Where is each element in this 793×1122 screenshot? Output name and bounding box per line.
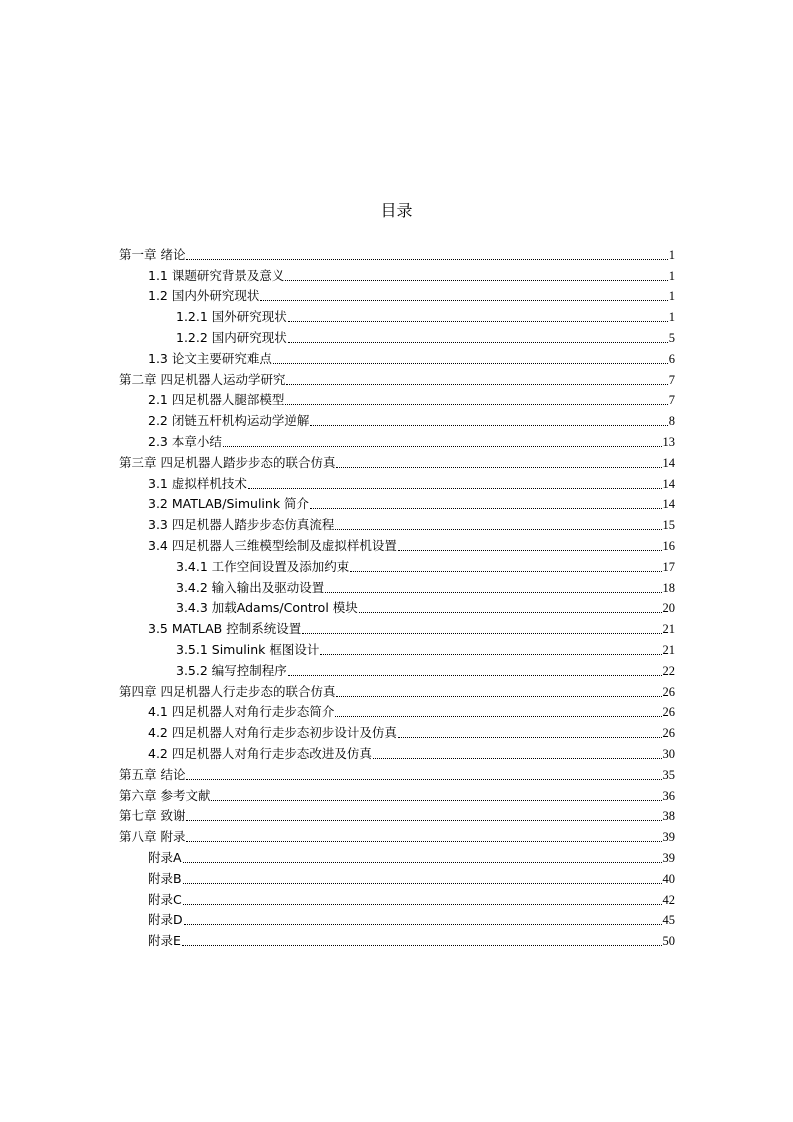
toc-entry-label: 第五章 结论 (119, 766, 186, 782)
toc-entry-label: 1.2.1 国外研究现状 (176, 309, 287, 325)
toc-dot-leader (310, 508, 661, 509)
toc-entry-page-number: 14 (662, 455, 675, 470)
toc-entry-label: 第三章 四足机器人踏步步态的联合仿真 (119, 454, 336, 470)
toc-entry-label: 1.3 论文主要研究难点 (148, 350, 272, 366)
toc-entry[interactable] (119, 408, 675, 429)
toc-entry-label: 3.1 虚拟样机技术 (148, 475, 247, 491)
toc-entry-label: 4.1 四足机器人对角行走步态简介 (148, 704, 335, 720)
toc-dot-leader (183, 862, 662, 863)
toc-dot-leader (186, 820, 661, 821)
toc-entry[interactable] (119, 679, 675, 700)
toc-entry[interactable] (119, 804, 675, 825)
toc-entry-label: 3.5.2 编写控制程序 (176, 662, 287, 678)
toc-entry[interactable] (119, 824, 675, 845)
toc-entry[interactable] (119, 492, 675, 513)
toc-entry[interactable] (119, 263, 675, 284)
toc-dot-leader (211, 800, 661, 801)
toc-entry-label: 3.4.3 加载Adams/Control 模块 (176, 600, 358, 616)
toc-entry[interactable] (119, 450, 675, 471)
toc-entry-label: 3.4.2 输入输出及驱动设置 (176, 579, 325, 595)
toc-entry-page-number: 30 (662, 746, 675, 761)
toc-entry-label: 附录C (148, 891, 182, 907)
toc-entry-label: 3.2 MATLAB/Simulink 简介 (148, 496, 310, 512)
toc-dot-leader (302, 633, 661, 634)
toc-entry-page-number: 8 (668, 414, 675, 429)
toc-entry[interactable] (119, 471, 675, 492)
table-of-contents (119, 242, 675, 949)
toc-entry-page-number: 14 (662, 476, 675, 491)
toc-entry-label: 第二章 四足机器人运动学研究 (119, 371, 286, 387)
toc-entry-page-number: 17 (662, 559, 675, 574)
toc-entry[interactable] (119, 658, 675, 679)
toc-dot-leader (186, 259, 667, 260)
toc-entry[interactable] (119, 741, 675, 762)
toc-entry-page-number: 26 (662, 684, 675, 699)
toc-entry[interactable] (119, 783, 675, 804)
toc-entry[interactable] (119, 616, 675, 637)
toc-dot-leader (183, 904, 662, 905)
toc-entry-page-number: 15 (662, 518, 675, 533)
toc-entry[interactable] (119, 304, 675, 325)
toc-entry-page-number: 35 (662, 767, 675, 782)
toc-entry[interactable] (119, 928, 675, 949)
toc-entry-page-number: 1 (668, 268, 675, 283)
toc-entry-page-number: 5 (668, 330, 675, 345)
toc-entry-label: 附录A (148, 849, 182, 865)
toc-dot-leader (288, 321, 668, 322)
toc-entry-page-number: 7 (668, 393, 675, 408)
toc-entry-page-number: 14 (662, 497, 675, 512)
toc-entry[interactable] (119, 908, 675, 929)
toc-entry-label: 第一章 绪论 (119, 246, 186, 262)
toc-entry-label: 第八章 附录 (119, 829, 186, 845)
toc-entry[interactable] (119, 866, 675, 887)
toc-entry-page-number: 36 (662, 788, 675, 803)
toc-entry-label: 1.2 国内外研究现状 (148, 288, 260, 304)
toc-dot-leader (182, 945, 662, 946)
toc-entry-page-number: 26 (662, 726, 675, 741)
toc-entry[interactable] (119, 845, 675, 866)
toc-entry-label: 附录D (148, 912, 183, 928)
toc-entry-label: 2.3 本章小结 (148, 433, 222, 449)
toc-dot-leader (223, 446, 662, 447)
toc-dot-leader (336, 467, 661, 468)
toc-entry-label: 4.2 四足机器人对角行走步态初步设计及仿真 (148, 725, 397, 741)
toc-dot-leader (320, 654, 661, 655)
toc-entry-page-number: 6 (668, 351, 675, 366)
toc-entry[interactable] (119, 720, 675, 741)
toc-entry-page-number: 7 (668, 372, 675, 387)
toc-entry-page-number: 16 (662, 538, 675, 553)
toc-entry-label: 第六章 参考文献 (119, 787, 211, 803)
toc-entry[interactable] (119, 346, 675, 367)
toc-dot-leader (335, 529, 661, 530)
toc-entry-label: 1.1 课题研究背景及意义 (148, 267, 285, 283)
toc-entry[interactable] (119, 512, 675, 533)
toc-dot-leader (184, 924, 662, 925)
toc-dot-leader (286, 384, 667, 385)
toc-entry-page-number: 45 (662, 913, 675, 928)
toc-entry-label: 2.1 四足机器人腿部模型 (148, 392, 285, 408)
toc-entry-label: 4.2 四足机器人对角行走步态改进及仿真 (148, 745, 372, 761)
toc-entry-page-number: 26 (662, 705, 675, 720)
toc-entry[interactable] (119, 887, 675, 908)
toc-entry-page-number: 39 (662, 830, 675, 845)
toc-entry-page-number: 18 (662, 580, 675, 595)
toc-entry-page-number: 42 (662, 892, 675, 907)
toc-entry-label: 1.2.2 国内研究现状 (176, 329, 287, 345)
toc-dot-leader (398, 550, 662, 551)
toc-entry-page-number: 1 (668, 310, 675, 325)
toc-entry-page-number: 40 (662, 871, 675, 886)
toc-entry-label: 附录B (148, 870, 182, 886)
toc-dot-leader (336, 696, 661, 697)
toc-entry[interactable] (119, 637, 675, 658)
toc-entry-label: 3.5 MATLAB 控制系统设置 (148, 621, 302, 637)
toc-entry-page-number: 39 (662, 850, 675, 865)
page-title: 目录 (380, 201, 413, 220)
toc-dot-leader (335, 716, 661, 717)
toc-entry[interactable] (119, 762, 675, 783)
toc-entry-label: 第四章 四足机器人行走步态的联合仿真 (119, 683, 336, 699)
toc-entry-label: 附录E (148, 933, 181, 949)
toc-dot-leader (186, 841, 661, 842)
toc-dot-leader (248, 488, 662, 489)
toc-entry-page-number: 21 (662, 622, 675, 637)
toc-entry-label: 第七章 致谢 (119, 808, 186, 824)
toc-entry-page-number: 38 (662, 809, 675, 824)
toc-dot-leader (325, 592, 661, 593)
toc-entry[interactable] (119, 575, 675, 596)
toc-dot-leader (288, 675, 662, 676)
toc-entry[interactable] (119, 596, 675, 617)
toc-entry-label: 2.2 闭链五杆机构运动学逆解 (148, 413, 310, 429)
toc-entry-label: 3.4 四足机器人三维模型绘制及虚拟样机设置 (148, 537, 397, 553)
toc-entry-page-number: 22 (662, 663, 675, 678)
toc-entry-label: 3.4.1 工作空间设置及添加约束 (176, 558, 350, 574)
toc-dot-leader (350, 571, 661, 572)
toc-entry[interactable] (119, 242, 675, 263)
toc-entry-page-number: 20 (662, 601, 675, 616)
toc-entry[interactable] (119, 325, 675, 346)
toc-entry-page-number: 13 (662, 434, 675, 449)
toc-entry-label: 3.5.1 Simulink 框图设计 (176, 641, 320, 657)
toc-entry-label: 3.3 四足机器人踏步步态仿真流程 (148, 517, 335, 533)
toc-dot-leader (310, 425, 667, 426)
toc-entry[interactable] (119, 554, 675, 575)
toc-entry[interactable] (119, 429, 675, 450)
toc-entry-page-number: 1 (668, 289, 675, 304)
toc-dot-leader (285, 280, 667, 281)
toc-dot-leader (285, 404, 667, 405)
toc-dot-leader (273, 363, 668, 364)
toc-entry[interactable] (119, 367, 675, 388)
toc-dot-leader (186, 779, 661, 780)
toc-entry-page-number: 50 (662, 934, 675, 949)
toc-entry[interactable] (119, 533, 675, 554)
toc-entry[interactable] (119, 700, 675, 721)
toc-entry[interactable] (119, 284, 675, 305)
toc-entry-page-number: 1 (668, 247, 675, 262)
toc-entry[interactable] (119, 388, 675, 409)
toc-dot-leader (260, 300, 667, 301)
toc-dot-leader (359, 612, 662, 613)
toc-dot-leader (398, 737, 662, 738)
toc-dot-leader (288, 342, 668, 343)
toc-dot-leader (183, 883, 662, 884)
toc-entry-page-number: 21 (662, 642, 675, 657)
toc-dot-leader (373, 758, 662, 759)
